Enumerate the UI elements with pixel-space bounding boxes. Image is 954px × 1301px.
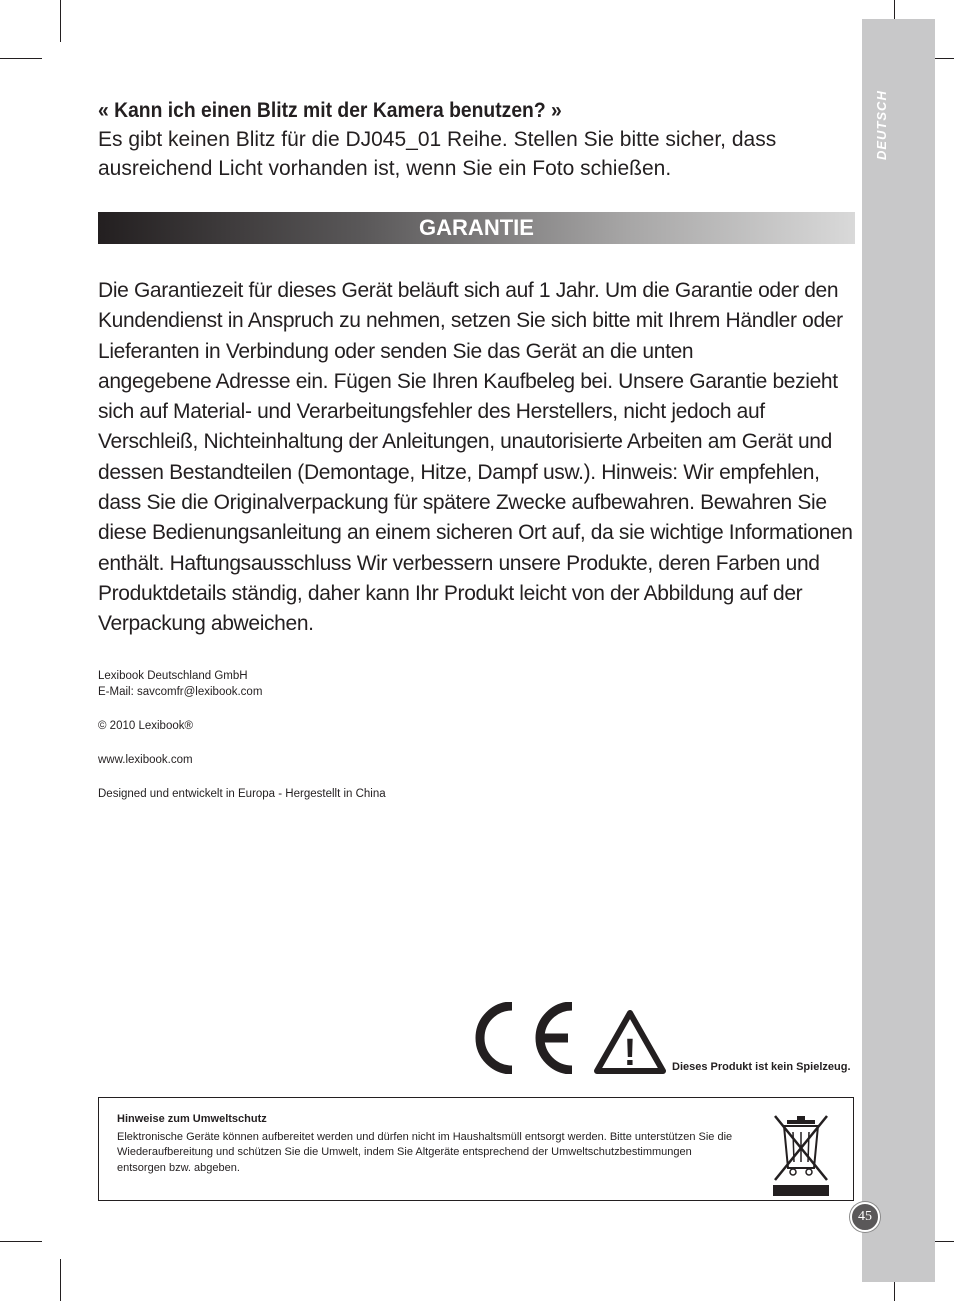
environment-title: Hinweise zum Umweltschutz [117, 1113, 267, 1125]
crop-mark [0, 58, 42, 59]
faq-answer: Es gibt keinen Blitz für die DJ045_01 Reihe. Stellen Sie bitte sicher, dass ausreichend Licht vorhanden ist, wenn Sie ein Foto schießen. [98, 128, 777, 180]
guarantee-line: Kundendienst in Anspruch zu nehmen, setzen Sie sich bitte mit Ihrem Händler oder [98, 309, 843, 333]
guarantee-line: enthält. Haftungsausschluss Wir verbessern unsere Produkte, deren Farben und [98, 551, 820, 575]
environment-text: Elektronische Geräte können aufbereitet werden und dürfen nicht im Haushaltsmüll entsorgt werden. Bitte unterstützen Sie die Wiederaufbereitung und schützen Sie die Umwelt, indem Sie Altgeräte entsprechend der Umweltschutzbestimmungen entsorgen bzw. abgeben. [117, 1131, 733, 1174]
warning-mark: ! [623, 1032, 637, 1074]
guarantee-line: dass Sie die Originalverpackung für spätere Zwecke aufbewahren. Bewahren Sie [98, 491, 827, 515]
guarantee-line: Verpackung abweichen. [98, 612, 314, 636]
guarantee-line: angegebene Adresse ein. Fügen Sie Ihren Kaufbeleg bei. Unsere Garantie bezieht [98, 369, 838, 393]
warning-triangle-icon [594, 1010, 666, 1074]
guarantee-line: diese Bedienungsanleitung an einem sicheren Ort auf, da sie wichtige Informationen [98, 521, 853, 545]
page-number: 45 [850, 1202, 880, 1232]
website: www.lexibook.com [98, 754, 193, 766]
copyright: © 2010 Lexibook® [98, 720, 193, 732]
faq-question: « Kann ich einen Blitz mit der Kamera benutzen? » [98, 99, 562, 122]
not-a-toy-warning: Dieses Produkt ist kein Spielzeug. [672, 1061, 851, 1073]
faq-section [98, 96, 858, 183]
guarantee-title: GARANTIE [419, 215, 534, 240]
language-side-tab [862, 19, 935, 1282]
company-info [98, 668, 598, 802]
language-label: DEUTSCH [874, 90, 889, 160]
guarantee-line: dessen Bestandteilen (Demontage, Hitze, Dampf usw.). Hinweis: Wir empfehlen, [98, 460, 820, 484]
crop-mark [60, 1259, 61, 1301]
crossed-out-bin-icon [771, 1110, 831, 1198]
ce-mark-icon [470, 1002, 576, 1074]
guarantee-line: Lieferanten in Verbindung oder senden Sie das Gerät an die unten [98, 339, 694, 363]
guarantee-line: Die Garantiezeit für dieses Gerät beläuft sich auf 1 Jahr. Um die Garantie oder den [98, 279, 839, 302]
guarantee-line: sich auf Material- und Verarbeitungsfehler des Herstellers, nicht jedoch auf [98, 400, 765, 424]
company-email: E-Mail: savcomfr@lexibook.com [98, 686, 263, 698]
origin-note: Designed und entwickelt in Europa - Hergestellt in China [98, 788, 386, 800]
guarantee-text [98, 276, 858, 640]
guarantee-header-bar [98, 212, 855, 244]
crop-mark [60, 0, 61, 42]
crop-mark [0, 1241, 42, 1242]
company-name: Lexibook Deutschland GmbH [98, 670, 248, 682]
guarantee-line: Produktdetails ständig, daher kann Ihr Produkt leicht von der Abbildung auf der [98, 581, 803, 605]
guarantee-line: Verschleiß, Nichteinhaltung der Anleitungen, unautorisierte Arbeiten am Gerät und [98, 430, 832, 454]
environment-notice-box [98, 1097, 854, 1201]
